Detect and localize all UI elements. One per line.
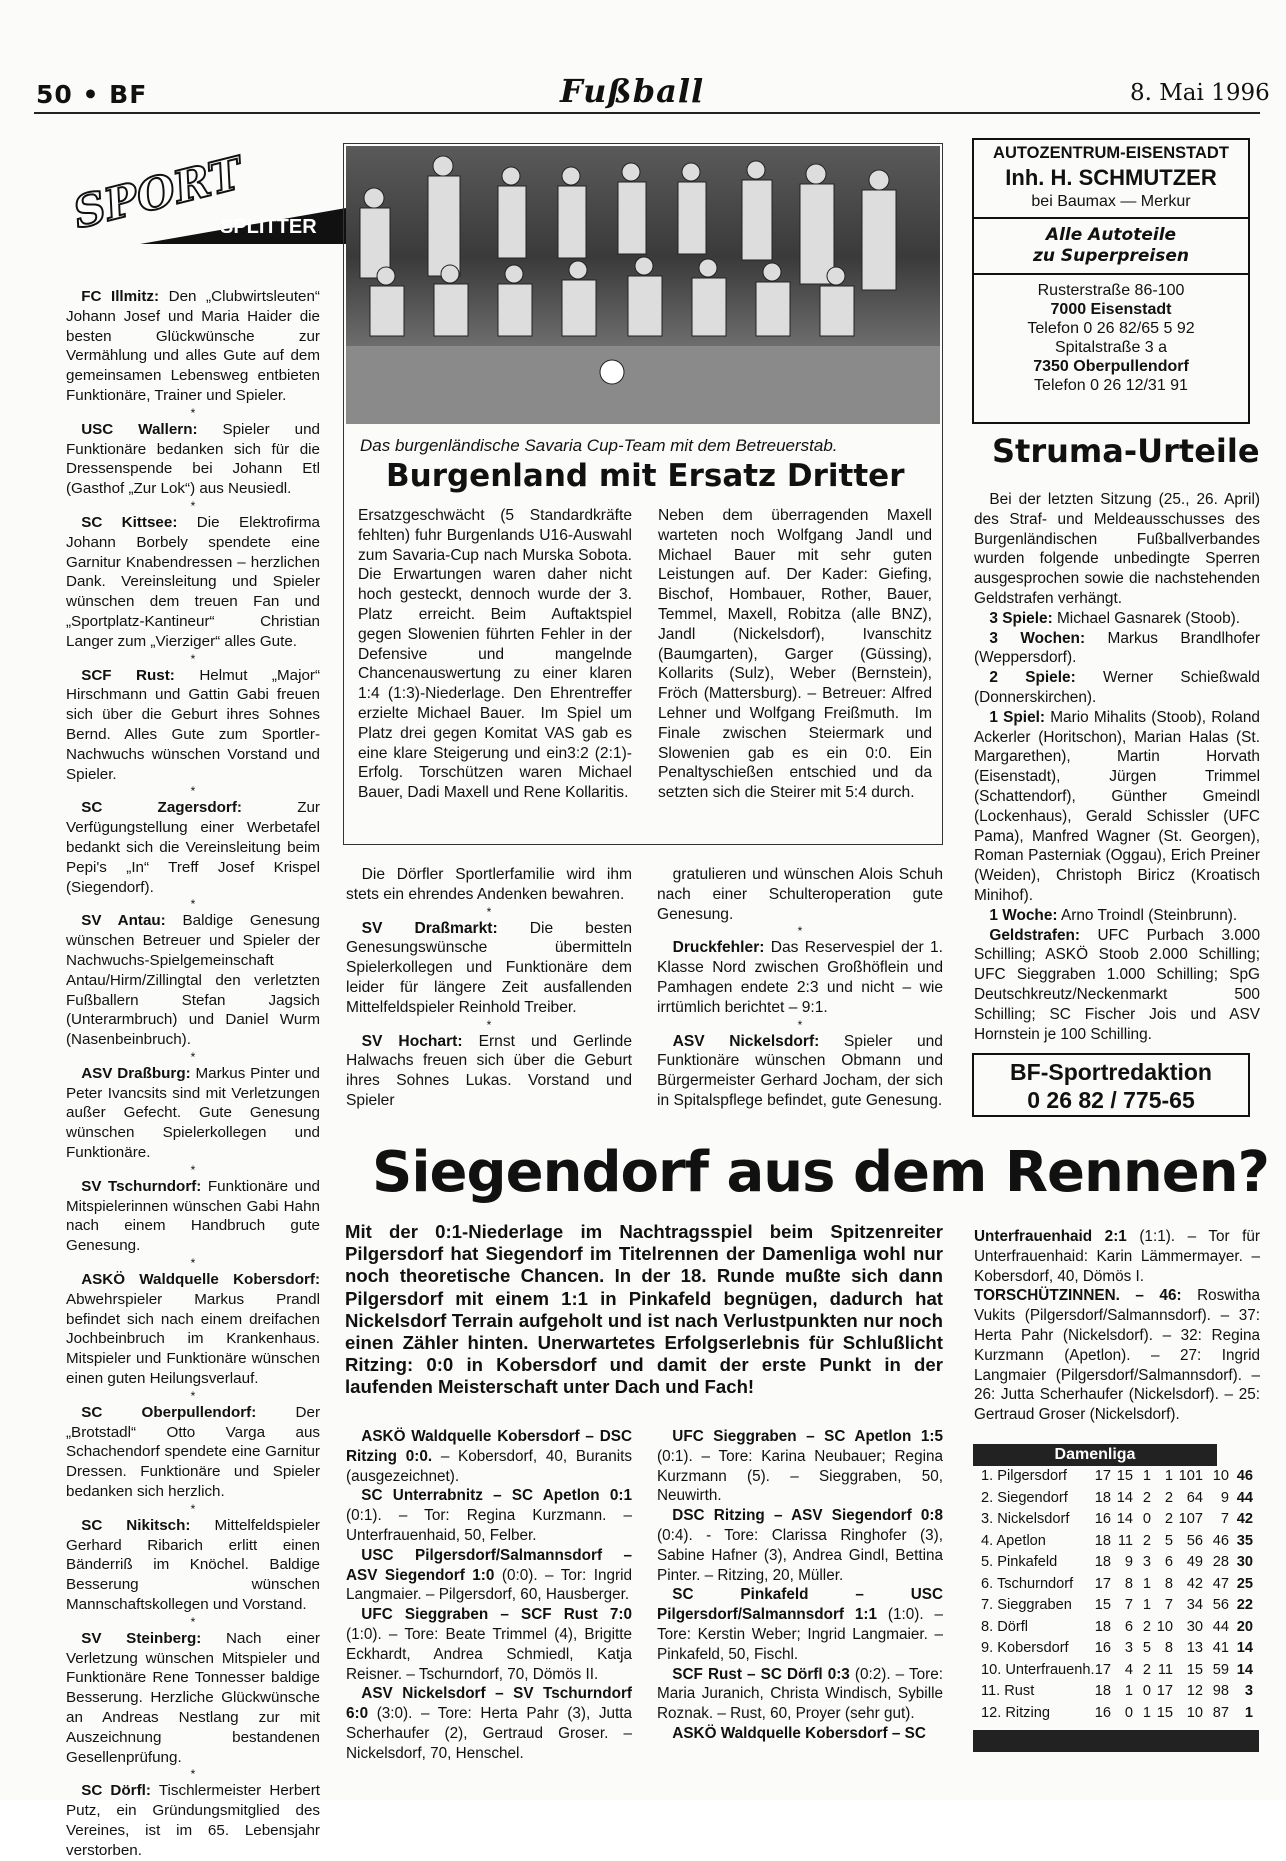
stat-cell: 22 xyxy=(1236,1597,1253,1613)
stat-cell: 2 xyxy=(1142,1618,1151,1635)
notice xyxy=(66,1177,320,1256)
league-table xyxy=(973,1444,1259,1752)
verdict xyxy=(974,629,1260,669)
team-name: 11. Rust xyxy=(981,1683,1035,1699)
separator-star: * xyxy=(190,1767,196,1782)
struma-headline: Struma-Urteile xyxy=(992,432,1260,470)
table-row xyxy=(973,1488,1259,1510)
match-result-text: – Kobersdorf, 40, Buranits (ausgezeichnet). xyxy=(346,1447,632,1485)
separator-star: * xyxy=(486,1017,492,1032)
stat-cell: 7 xyxy=(1164,1597,1173,1613)
stat-cell: 59 xyxy=(1212,1661,1229,1678)
notice-lead: SCF Rust: xyxy=(81,666,175,684)
notice-lead: SV Antau: xyxy=(81,912,166,930)
separator-star: * xyxy=(190,897,196,912)
notice-text: Spieler und Funktionäre wünschen Obmann und Bürgermeister Gerhard Jocham, der sich in Spitalspflege befindet, gute Genesung. xyxy=(657,1032,943,1109)
team-name: 6. Tschurndorf xyxy=(981,1575,1074,1592)
team-photo xyxy=(346,146,940,424)
stat-cell: 3 xyxy=(1124,1640,1133,1656)
stat-cell: 87 xyxy=(1212,1704,1229,1721)
match-result-lead: ASV Nickelsdorf – SV Tschurndorf 6:0 xyxy=(346,1685,632,1723)
ad-company: AUTOZENTRUM-EISENSTADT xyxy=(993,144,1229,162)
stat-cell: 6 xyxy=(1124,1618,1133,1635)
logo-word-sport: SPORT xyxy=(68,147,248,240)
main-headline: Siegendorf aus dem Rennen? xyxy=(372,1140,1270,1205)
notice xyxy=(66,1781,320,1860)
stat-cell: 0 xyxy=(1142,1511,1151,1527)
match-result-lead: UFC Sieggraben – SCF Rust 7:0 xyxy=(361,1606,632,1624)
stat-cell: 1 xyxy=(1142,1468,1151,1484)
notice-lead: ASV Nickelsdorf: xyxy=(672,1032,820,1050)
notice-text: Der „Brotstadl“ Otto Varga aus Schachendorf spendete eine Garnitur Dressen. Funktionäre und Spieler bedanken sich herzlich. xyxy=(66,1403,320,1501)
match-result-lead: ASKÖ Waldquelle Kobersdorf – SC xyxy=(672,1724,926,1742)
table-row xyxy=(973,1574,1259,1596)
verdict-text: Markus Brandlhofer (Weppersdorf). xyxy=(974,629,1260,667)
stat-cell: 17 xyxy=(1094,1575,1111,1592)
notice-lead: USC Wallern: xyxy=(81,420,198,438)
notice xyxy=(66,420,320,499)
stat-cell: 14 xyxy=(1116,1511,1133,1527)
league-table-title: Damenliga xyxy=(973,1444,1217,1466)
verdict-text: Mario Mihalits (Stoob), Roland Ackerler (Horitschon), Marian Halas (St. Margarethen), Martin Horvath (Eisenstadt), Jürgen Trimmel (Schattendorf), Günther Gmeindl (Lockenhaus), Gerald Schissler (UFC Pama), Manfred Wagner (St. Georgen), Roman Pasterniak (Oggau), Erich Preiner (Weiden), Christoph Biricz (Kroatisch Minihof). xyxy=(974,708,1260,904)
match-result xyxy=(346,1684,632,1763)
team-name: 9. Kobersdorf xyxy=(981,1640,1069,1656)
separator-star: * xyxy=(190,1388,196,1403)
stat-cell: 15 xyxy=(1116,1468,1133,1484)
ad-address-2: Spitalstraße 3 a xyxy=(1054,339,1168,356)
ad-city-2: 7350 Oberpullendorf xyxy=(1033,358,1189,375)
issue-date: 8. Mai 1996 xyxy=(1130,80,1270,106)
stat-cell: 28 xyxy=(1212,1554,1229,1570)
stat-cell: 3 xyxy=(1244,1683,1253,1699)
notice-lead: SC Kittsee: xyxy=(81,513,178,531)
stat-cell: 1 xyxy=(1142,1597,1151,1613)
match-result-text: (3:0). – Tore: Herta Pahr (3), Jutta Scherhaufer (2), Gertraud Groser. – Nickelsdorf, 70, Henschel. xyxy=(346,1705,632,1762)
separator-star: * xyxy=(190,784,196,799)
table-row xyxy=(973,1531,1259,1553)
ad-divider xyxy=(974,217,1248,219)
stat-cell: 18 xyxy=(1094,1532,1111,1549)
verdict-text: Arno Troindl (Steinbrunn). xyxy=(1057,906,1238,924)
stat-cell: 2 xyxy=(1142,1532,1151,1549)
league-table-footer-bar xyxy=(973,1730,1259,1752)
notice-text: Baldige Genesung wünschen Betreuer und Spieler der Nachwuchs-Spielgemeinschaft Antau/Hirm/Zillingtal den verletzten Fußballern Stefan Jagsich (Unterarmbruch) und Daniel Wurm (Nasenbeinbruch). xyxy=(66,912,320,1049)
notice-text: Tischlermeister Herbert Putz, ein Gründungsmitglied des Vereines, ist im 65. Lebensjahr verstorben. xyxy=(66,1782,320,1859)
stat-cell: 5 xyxy=(1142,1640,1151,1656)
main-lead: Mit der 0:1-Niederlage im Nachtragsspiel beim Spitzenreiter Pilgersdorf hat Siegendorf im Titelrennen der Damenliga wohl nur noch theoretische Chancen. In der 18. Runde mußte sich dann Pilgersdorf mit einem 1:1 in Pinkafeld begnügen, dadurch hat Nickelsdorf Terrain aufgeholt und ist nach Verlustpunkten nur noch einen Zähler hinten. Unerwartetes Erfolgserlebnis für Schlußlicht Ritzing: 0:0 in Kobersdorf und damit der erste Punkt in der laufenden Meisterschaft unter Dach und Fach! xyxy=(345,1221,943,1398)
results-column-1 xyxy=(346,1427,632,1764)
match-result-lead: TORSCHÜTZINNEN. – 46: xyxy=(974,1287,1182,1305)
notice-text: Das Reservespiel der 1. Klasse Nord zwischen Großhöflein und Pamhagen endete 2:3 und nicht – wie irrtümlich berichtet – 9:1. xyxy=(657,939,943,1016)
verdict xyxy=(974,906,1260,926)
table-row xyxy=(973,1703,1259,1725)
notice xyxy=(66,1629,320,1768)
notice xyxy=(66,287,320,406)
stat-cell: 15 xyxy=(1186,1661,1203,1678)
stat-cell: 10 xyxy=(1156,1618,1173,1635)
mid-column-1 xyxy=(346,865,632,1111)
match-result-lead: UFC Sieggraben – SC Apetlon 1:5 xyxy=(672,1428,943,1445)
stat-cell: 44 xyxy=(1236,1489,1253,1506)
notice xyxy=(346,919,632,1018)
match-result xyxy=(657,1506,943,1585)
ad-city-1: 7000 Eisenstadt xyxy=(1050,301,1172,318)
notice-lead: SC Oberpullendorf: xyxy=(81,1403,257,1421)
match-result xyxy=(346,1546,632,1605)
verdict xyxy=(974,668,1260,708)
stat-cell: 6 xyxy=(1164,1554,1173,1570)
notice-text: Abwehrspieler Markus Prandl befindet sich nach einem dreifachen Jochbeinbruch im Krankenhaus. Mitspieler und Funktionäre wünschen einen guten Heilungsverlauf. xyxy=(66,1290,320,1388)
stat-cell: 14 xyxy=(1236,1661,1253,1678)
stat-cell: 49 xyxy=(1186,1554,1203,1570)
stat-cell: 7 xyxy=(1124,1597,1133,1613)
stat-cell: 17 xyxy=(1094,1468,1111,1484)
team-name: 8. Dörfl xyxy=(981,1618,1029,1635)
ad-slogan-2: zu Superpreisen xyxy=(1032,246,1189,266)
match-result-text: (0:4). - Tore: Clarissa Ringhofer (3), Sabine Hafner (3), Andrea Gindl, Bettina Pinter. – Ritzing, 20, Müller. xyxy=(657,1526,943,1584)
team-name: 5. Pinkafeld xyxy=(981,1554,1058,1570)
team-name: 3. Nickelsdorf xyxy=(981,1511,1070,1527)
match-result-lead: SCF Rust – SC Dörfl 0:3 xyxy=(672,1665,850,1683)
notice-lead: ASKÖ Waldquelle Kobersdorf: xyxy=(81,1271,320,1289)
stat-cell: 3 xyxy=(1142,1554,1151,1570)
notice xyxy=(66,911,320,1050)
team-name: 12. Ritzing xyxy=(981,1704,1050,1721)
stat-cell: 9 xyxy=(1220,1489,1229,1506)
stat-cell: 1 xyxy=(1164,1468,1173,1484)
notice xyxy=(66,1403,320,1502)
match-result-text: (0:1). – Tor: Regina Kurzmann. – Unterfrauenhaid, 50, Felber. xyxy=(346,1507,632,1544)
match-result xyxy=(974,1286,1260,1425)
redaktion-title: BF-Sportredaktion xyxy=(1010,1059,1212,1085)
notice-lead: SV Draßmarkt: xyxy=(361,919,498,937)
stat-cell: 44 xyxy=(1212,1618,1229,1635)
verdict xyxy=(974,490,1260,609)
separator-star: * xyxy=(486,904,492,919)
match-result xyxy=(346,1605,632,1684)
notice-text: Helmut „Major“ Hirschmann und Gattin Gabi freuen sich über die Geburt ihres Sohnes Bernd. Alles Gute zum Sportler-Nachwuchs wünschen Vorstand und Spieler. xyxy=(66,666,321,783)
match-result xyxy=(974,1227,1260,1286)
notice-text: Zur Verfügungstellung einer Werbetafel bedankt sich die Vereinsleitung beim Pepi's „In“ Treff Josef Krispel (Siegendorf). xyxy=(66,799,320,896)
notice-lead: SV Hochart: xyxy=(361,1032,463,1050)
notice xyxy=(66,1270,320,1389)
verdict xyxy=(974,609,1260,629)
stat-cell: 0 xyxy=(1124,1704,1133,1721)
verdict-lead: 2 Spiele: xyxy=(989,669,1076,687)
stat-cell: 5 xyxy=(1164,1532,1173,1549)
match-result xyxy=(346,1486,632,1545)
stat-cell: 16 xyxy=(1094,1511,1111,1527)
stat-cell: 7 xyxy=(1220,1511,1229,1527)
article-text-col1: Ersatzgeschwächt (5 Standardkräfte fehlten) fuhr Burgenlands U16-Auswahl zum Savaria-Cup nach Murska Sobota. Die Erwartungen waren daher nicht hoch gesteckt, dennoch wurde der 3. Platz erreicht. Beim Auftaktspiel gegen Slowenien führten Fehler in der Defensive und mangelnde Chancenauswertung zu einer klaren 1:4 (1:3)-Niederlage. Den Ehrentreffer erzielte Michael Bauer. Im Spiel um Platz drei gegen Komitat VAS gab es eine klare Steigerung und ein3:2 (2:1)-Erfolg. Torschützen waren Michael Bauer, Dadi Maxell und Rene Kollaritis. xyxy=(358,507,632,802)
match-result-text: (0:2). – Tore: Maria Juranich, Christa Windisch, Sybille Roznak. – Rust, 60, Proyer (sehr gut). xyxy=(657,1665,943,1723)
redaktion-box xyxy=(972,1053,1250,1117)
notice xyxy=(66,513,320,652)
stat-cell: 18 xyxy=(1094,1554,1111,1570)
verdict xyxy=(974,708,1260,906)
stat-cell: 20 xyxy=(1236,1618,1253,1635)
stat-cell: 1 xyxy=(1244,1704,1253,1721)
stat-cell: 107 xyxy=(1178,1511,1203,1527)
notice-text: Ernst und Gerlinde Halwachs freuen sich über die Geburt ihres Sohnes Lukas. Vorstand und Spieler xyxy=(346,1032,632,1109)
stat-cell: 10 xyxy=(1186,1704,1203,1721)
stat-cell: 16 xyxy=(1094,1704,1111,1721)
match-result xyxy=(657,1585,943,1664)
stat-cell: 11 xyxy=(1117,1532,1133,1549)
table-row xyxy=(973,1552,1259,1574)
struma-text xyxy=(974,490,1260,1044)
verdict xyxy=(974,926,1260,1045)
separator-star: * xyxy=(797,924,803,939)
stat-cell: 4 xyxy=(1124,1661,1133,1678)
stat-cell: 56 xyxy=(1212,1597,1229,1613)
stat-cell: 8 xyxy=(1124,1575,1133,1592)
mid-column-2 xyxy=(657,865,943,1111)
stat-cell: 2 xyxy=(1142,1661,1151,1678)
stat-cell: 41 xyxy=(1212,1640,1229,1656)
notice-text: Nach einer Verletzung wünschen Mitspieler und Funktionäre Rene Tonnesser baldige Besserung. Herzliche Glückwünsche an Andreas Nestlang zur mit Auszeichnung bestandenen Gesellenprüfung. xyxy=(66,1629,320,1766)
verdict-text: UFC Purbach 3.000 Schilling; ASKÖ Stoob 2.000 Schilling; UFC Sieggraben 1.000 Schilling; SpG Deutschkreutz/Neckenmarkt 500 Schilling; SC Fischer Jois und ASV Hornstein je 100 Schilling. xyxy=(974,926,1260,1043)
stat-cell: 9 xyxy=(1124,1554,1133,1570)
stat-cell: 16 xyxy=(1094,1640,1111,1656)
team-photo-figures xyxy=(346,146,940,424)
notice xyxy=(66,666,320,785)
match-result xyxy=(657,1724,943,1744)
separator-star: * xyxy=(797,1017,803,1032)
verdict-lead: Geldstrafen: xyxy=(989,926,1081,944)
stat-cell: 42 xyxy=(1186,1575,1203,1592)
stat-cell: 11 xyxy=(1157,1661,1173,1678)
stat-cell: 30 xyxy=(1186,1618,1203,1635)
notice-lead: SC Dörfl: xyxy=(81,1782,151,1800)
verdict-lead: 3 Wochen: xyxy=(989,629,1086,647)
ad-divider-2 xyxy=(974,273,1248,275)
stat-cell: 64 xyxy=(1186,1489,1203,1506)
table-row xyxy=(973,1617,1259,1639)
notice-text: Mittelfeldspieler Gerhard Ribarich erlitt einen Bänderriß im Knöchel. Baldige Besserung wünschen Mannschaftskollegen und Vorstand. xyxy=(66,1516,320,1614)
stat-cell: 12 xyxy=(1186,1683,1203,1699)
stat-cell: 34 xyxy=(1186,1597,1203,1613)
stat-cell: 56 xyxy=(1186,1532,1203,1549)
ad-address-1: Rusterstraße 86-100 xyxy=(1037,282,1185,299)
match-result-lead: DSC Ritzing – ASV Siegendorf 0:8 xyxy=(672,1507,943,1525)
verdict-text: Bei der letzten Sitzung (25., 26. April) des Straf- und Meldeausschusses des Burgenländischen Fußballverbandes wurden folgende unbedingte Sperren ausgesprochen sowie die nachstehenden Geldstrafen verhängt. xyxy=(974,491,1260,607)
notice-text: Spieler und Funktionäre bedanken sich für die Dressenspende bei Johann Etl (Gasthof „Zur Lok“) aus Neusiedl. xyxy=(66,420,320,498)
match-result-text: (0:0). – Tor: Ingrid Langmaier. – Pilgersdorf, 60, Hausberger. xyxy=(346,1566,632,1604)
stat-cell: 1 xyxy=(1142,1704,1151,1721)
notice xyxy=(346,1032,632,1111)
verdict-lead: 1 Woche: xyxy=(989,906,1058,924)
stat-cell: 18 xyxy=(1094,1618,1111,1635)
notice-text: Die Dörfler Sportlerfamilie wird ihm stets ein ehrendes Andenken bewahren. xyxy=(346,866,632,903)
notice-lead: SC Zagersdorf: xyxy=(81,799,242,817)
team-name: 10. Unterfrauenh. xyxy=(981,1661,1095,1678)
notice-lead: FC Illmitz: xyxy=(81,288,160,305)
ad-owner: Inh. H. SCHMUTZER xyxy=(1005,165,1217,190)
stat-cell: 14 xyxy=(1116,1489,1133,1506)
stat-cell: 2 xyxy=(1164,1511,1173,1527)
match-result xyxy=(657,1427,943,1506)
stat-cell: 15 xyxy=(1094,1597,1111,1613)
match-result-text: (1:0). – Tore: Kerstin Weber; Ingrid Langmaier. – Pinkafeld, 50, Fischl. xyxy=(657,1606,943,1663)
match-result-text: Roswitha Vukits (Pilgersdorf/Salmannsdorf). – 37: Herta Pahr (Nickelsdorf). – 32: Regina Kurzmann (Apetlon). – 27: Ingrid Langmaier (Pilgersdorf/Salmannsdorf). – 26: Jutta Scherhaufer (Nickelsdorf). – 25: Gertraud Groser (Nickelsdorf). xyxy=(974,1287,1260,1424)
separator-star: * xyxy=(190,405,196,420)
separator-star: * xyxy=(190,1501,196,1516)
notice-lead: SC Nikitsch: xyxy=(81,1516,191,1534)
stat-cell: 2 xyxy=(1142,1489,1151,1506)
notice-lead: SV Steinberg: xyxy=(81,1629,202,1647)
table-row xyxy=(973,1509,1259,1531)
table-row xyxy=(973,1595,1259,1617)
stat-cell: 1 xyxy=(1124,1683,1133,1699)
team-name: 7. Sieggraben xyxy=(981,1597,1072,1613)
team-name: 1. Pilgersdorf xyxy=(981,1468,1067,1484)
results-column-3 xyxy=(974,1227,1260,1425)
notice-text: gratulieren und wünschen Alois Schuh nach einer Schulteroperation gute Genesung. xyxy=(657,866,943,923)
sport-splitter-column xyxy=(66,287,320,1861)
advertisement xyxy=(972,138,1250,424)
separator-star: * xyxy=(190,498,196,513)
separator-star: * xyxy=(190,651,196,666)
ad-location: bei Baumax — Merkur xyxy=(1031,193,1191,210)
stat-cell: 30 xyxy=(1236,1554,1253,1570)
photo-caption: Das burgenländische Savaria Cup-Team mit dem Betreuerstab. xyxy=(360,436,838,455)
notice-text: Die Elektrofirma Johann Borbely spendete eine Garnitur Knabendressen – herzlichen Dank. Vereinsleitung und Spieler wünschen dem treuen Fan und „Sportplatz-Kantineur“ Christian Langer zum „Vierziger“ alles Gute. xyxy=(66,513,320,650)
notice xyxy=(66,1516,320,1615)
match-result-lead: ASKÖ Waldquelle Kobersdorf – DSC Ritzing 0:0. xyxy=(346,1428,632,1465)
notice xyxy=(657,865,943,924)
stat-cell: 10 xyxy=(1212,1468,1229,1484)
article-text-col2: Neben dem überragenden Maxell warteten noch Wolfgang Jandl und Michael Bauer mit sehr guten Leistungen auf. Der Kader: Giefing, Bischof, Hombauer, Rother, Bauer, Temmel, Maxell, Robitza (alle BNZ), Jandl (Nickelsdorf), Ivanschitz (Baumgarten), Garger (Güssing), Kollarits (Sulz), Weber (Bernstein), Fröch (Mattersburg). – Betreuer: Alfred Lehner und Wolfgang Freißmuth. Im Finale zwischen Steiermark und Slowenien gab es ein 0:0. Ein Penaltyschießen entschied und da setzten sich die Steirer mit 5:4 durch. xyxy=(658,507,932,802)
article-headline: Burgenland mit Ersatz Dritter xyxy=(386,458,905,494)
match-result xyxy=(657,1665,943,1724)
match-result xyxy=(346,1427,632,1486)
match-result-lead: USC Pilgersdorf/Salmannsdorf – ASV Siegendorf 1:0 xyxy=(346,1546,632,1584)
ad-phone-1: Telefon 0 26 82/65 5 92 xyxy=(1027,320,1195,337)
stat-cell: 101 xyxy=(1178,1468,1203,1484)
results-column-2 xyxy=(657,1427,943,1744)
stat-cell: 14 xyxy=(1236,1640,1253,1656)
stat-cell: 17 xyxy=(1094,1661,1111,1678)
separator-star: * xyxy=(190,1162,196,1177)
stat-cell: 98 xyxy=(1212,1683,1229,1699)
verdict-text: Werner Schießwald (Donnerskirchen). xyxy=(974,669,1260,706)
match-result-lead: SC Pinkafeld – USC Pilgersdorf/Salmannsdorf 1:1 xyxy=(657,1586,943,1624)
stat-cell: 17 xyxy=(1156,1683,1173,1699)
ad-phone-2: Telefon 0 26 12/31 91 xyxy=(1034,377,1188,394)
header-rule xyxy=(34,112,1260,114)
ad-slogan-1: Alle Autoteile xyxy=(1045,225,1177,245)
match-result-lead: SC Unterrabnitz – SC Apetlon 0:1 xyxy=(361,1487,632,1505)
notice xyxy=(346,865,632,905)
notice-lead: SV Tschurndorf: xyxy=(81,1177,202,1195)
notice xyxy=(66,1064,320,1163)
separator-star: * xyxy=(190,1256,196,1271)
team-name: 4. Apetlon xyxy=(981,1532,1046,1549)
stat-cell: 25 xyxy=(1236,1575,1253,1592)
verdict-lead: 1 Spiel: xyxy=(989,708,1046,726)
match-result-text: (1:0). – Tore: Beate Trimmel (4), Brigitte Eckhardt, Andrea Schmiedl, Katja Reisner. – Tschurndorf, 70, Dömös II. xyxy=(346,1625,632,1683)
verdict-lead: 3 Spiele: xyxy=(989,609,1053,627)
stat-cell: 15 xyxy=(1156,1704,1173,1721)
stat-cell: 8 xyxy=(1164,1640,1173,1656)
notice xyxy=(66,798,320,897)
table-row xyxy=(973,1660,1259,1682)
notice-text: Den „Clubwirtsleuten“ Johann Josef und Maria Haider die besten Glückwünsche zur Vermählung und alles Gute auf dem gemeinsamen Lebensweg entbieten Funktionäre, Trainer und Spieler. xyxy=(66,288,320,404)
notice xyxy=(657,1032,943,1111)
stat-cell: 35 xyxy=(1236,1532,1253,1549)
logo-word-splitter: SPLITTER xyxy=(220,216,317,238)
stat-cell: 13 xyxy=(1186,1640,1203,1656)
stat-cell: 42 xyxy=(1236,1511,1253,1527)
stat-cell: 18 xyxy=(1094,1489,1111,1506)
stat-cell: 46 xyxy=(1212,1532,1229,1549)
verdict-text: Michael Gasnarek (Stoob). xyxy=(1052,609,1241,627)
table-row xyxy=(973,1638,1259,1660)
sport-splitter-logo xyxy=(68,147,317,248)
stat-cell: 8 xyxy=(1164,1575,1173,1592)
table-row xyxy=(973,1466,1259,1488)
match-result-text: (1:1). – Tor für Unterfrauenhaid: Karin Lämmermayer. – Kobersdorf, 40, Dömös I. xyxy=(974,1228,1260,1285)
table-row xyxy=(973,1681,1259,1703)
notice-text: Die besten Genesungswünsche übermitteln Spielerkollegen und Funktionäre dem leider für längere Zeit ausfallenden Mittelfeldspieler Reinhold Treiber. xyxy=(346,919,632,1016)
page-number: 50 • BF xyxy=(36,80,148,109)
redaktion-phone: 0 26 82 / 775-65 xyxy=(1027,1087,1195,1113)
team-name: 2. Siegendorf xyxy=(981,1489,1068,1506)
notice-text: Markus Pinter und Peter Ivancsits sind mit Verletzungen außer Gefecht. Gute Genesung wünschen Spielerkollegen und Funktionäre. xyxy=(66,1064,320,1162)
section-title: Fußball xyxy=(560,72,705,110)
notice-lead: ASV Draßburg: xyxy=(81,1064,191,1082)
stat-cell: 18 xyxy=(1094,1683,1111,1699)
stat-cell: 1 xyxy=(1142,1575,1151,1592)
separator-star: * xyxy=(190,1049,196,1064)
league-table-rows xyxy=(973,1466,1259,1724)
stat-cell: 47 xyxy=(1212,1575,1229,1592)
stat-cell: 0 xyxy=(1142,1683,1151,1699)
notice xyxy=(657,938,943,1017)
match-result-lead: Unterfrauenhaid 2:1 xyxy=(974,1228,1127,1245)
match-result-text: (0:1). – Tore: Karina Neubauer; Regina Kurzmann (5). – Sieggraben, 50, Neuwirth. xyxy=(657,1447,943,1505)
notice-text: Funktionäre und Mitspielerinnen wünschen Gabi Hahn nach einem Handbruch gute Genesung. xyxy=(66,1177,320,1255)
notice-lead: Druckfehler: xyxy=(672,939,765,957)
separator-star: * xyxy=(190,1614,196,1629)
stat-cell: 46 xyxy=(1236,1468,1253,1484)
stat-cell: 2 xyxy=(1164,1489,1173,1506)
